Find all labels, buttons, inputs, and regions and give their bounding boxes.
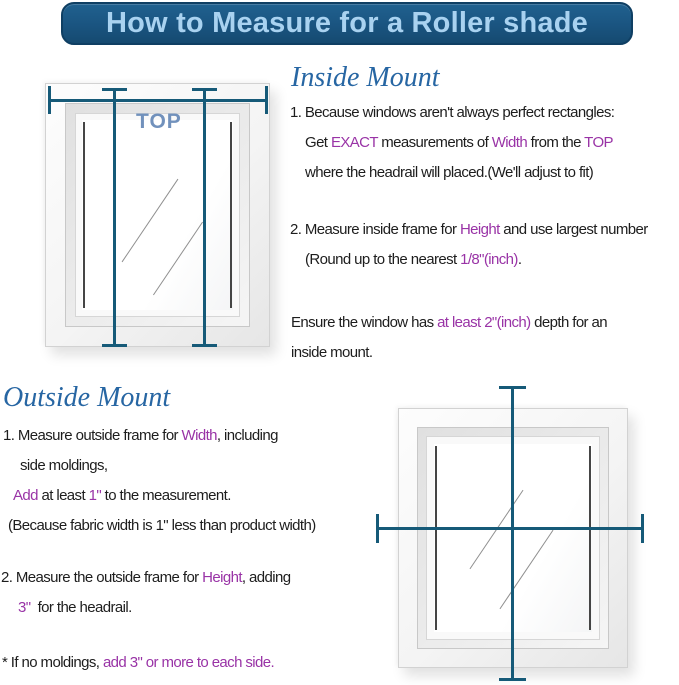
height-measure-cap [102, 88, 127, 91]
width-measure-tick-right [265, 86, 268, 114]
highlight-eighth-inch: 1/8"(inch) [460, 251, 518, 268]
outside-mount-heading: Outside Mount [3, 382, 171, 413]
width-measure-line [377, 527, 643, 530]
text-segment: (Round up to the nearest [305, 251, 461, 268]
inside-mount-depth-note [291, 308, 607, 368]
glass-reflection-line [122, 179, 179, 262]
height-measure-line-right [203, 89, 206, 346]
step-text-line [3, 481, 316, 511]
highlight-width: Width [491, 134, 528, 151]
outside-mount-step-2 [1, 563, 291, 623]
height-measure-line [511, 387, 514, 681]
height-measure-cap-top [499, 386, 526, 389]
outside-mount-step-1 [3, 421, 316, 541]
glass-reflection-line [500, 530, 554, 609]
text-segment: and use largest number [499, 221, 648, 238]
text-segment: at least [37, 487, 89, 504]
step-text-line [290, 245, 648, 275]
width-measure-cap-left [376, 514, 379, 543]
text-segment: , adding [241, 569, 291, 586]
text-segment: measurements of [377, 134, 492, 151]
window-glass [82, 120, 233, 310]
step-text-line [3, 421, 316, 451]
window-sash-line-right [230, 122, 232, 308]
glass-reflection-line [153, 222, 203, 296]
highlight-three-inch: 3" [18, 599, 31, 616]
text-segment: from the [527, 134, 585, 151]
inside-mount-step-2 [290, 215, 648, 275]
text-segment: depth for an [530, 314, 608, 331]
width-measure-tick-left [48, 86, 51, 114]
highlight-height: Height [202, 569, 242, 586]
height-measure-cap [192, 88, 217, 91]
top-label: TOP [136, 110, 182, 133]
window-sash-line-left [435, 446, 437, 630]
highlight-top: TOP [584, 134, 613, 151]
step-text-line: 1. Because windows aren't always perfect rectangles: [290, 104, 615, 121]
outside-mount-footnote [2, 648, 274, 678]
text-segment: to the measurement. [101, 487, 231, 504]
height-measure-cap [102, 344, 127, 347]
step-text-line [290, 128, 614, 158]
note-text-line: inside mount. [291, 344, 373, 361]
note-text-line [291, 308, 607, 338]
height-measure-line-left [113, 89, 116, 346]
text-segment: . [517, 251, 522, 268]
step-text-line: (Because fabric width is 1" less than product width) [8, 517, 316, 534]
text-segment: 2. Measure inside frame for [290, 221, 460, 238]
highlight-exact: EXACT [330, 134, 378, 151]
footnote-text-line [2, 648, 274, 678]
text-segment: , including [216, 427, 278, 444]
highlight-one-inch: 1" [88, 487, 102, 504]
step-text-line [290, 215, 648, 245]
text-segment: Get [305, 134, 331, 151]
window-sash-line-left [83, 122, 85, 308]
title-banner [61, 2, 633, 45]
highlight-add-three: add 3" or more to each side. [102, 654, 275, 671]
text-segment: * If no moldings, [2, 654, 103, 671]
text-segment: 1. Measure outside frame for [3, 427, 182, 444]
highlight-width: Width [181, 427, 217, 444]
height-measure-cap-bottom [499, 678, 526, 681]
step-text-line [1, 563, 291, 593]
page-title: How to Measure for a Roller shade [106, 7, 588, 39]
text-segment: for the headrail. [30, 599, 132, 616]
highlight-add: Add [13, 487, 38, 504]
width-measure-cap-right [641, 514, 644, 543]
step-text-line: where the headrail will placed.(We'll adjust to fit) [305, 164, 594, 181]
inside-mount-step-1 [290, 98, 614, 188]
window-sash-line-right [589, 446, 591, 630]
height-measure-cap [192, 344, 217, 347]
text-segment: Ensure the window has [291, 314, 438, 331]
highlight-min-depth: at least 2"(inch) [437, 314, 531, 331]
step-text-line: side moldings, [20, 457, 108, 474]
highlight-height: Height [459, 221, 500, 238]
width-measure-line [48, 99, 268, 102]
text-segment: 2. Measure the outside frame for [1, 569, 203, 586]
step-text-line [1, 593, 291, 623]
inside-mount-heading: Inside Mount [291, 62, 440, 93]
